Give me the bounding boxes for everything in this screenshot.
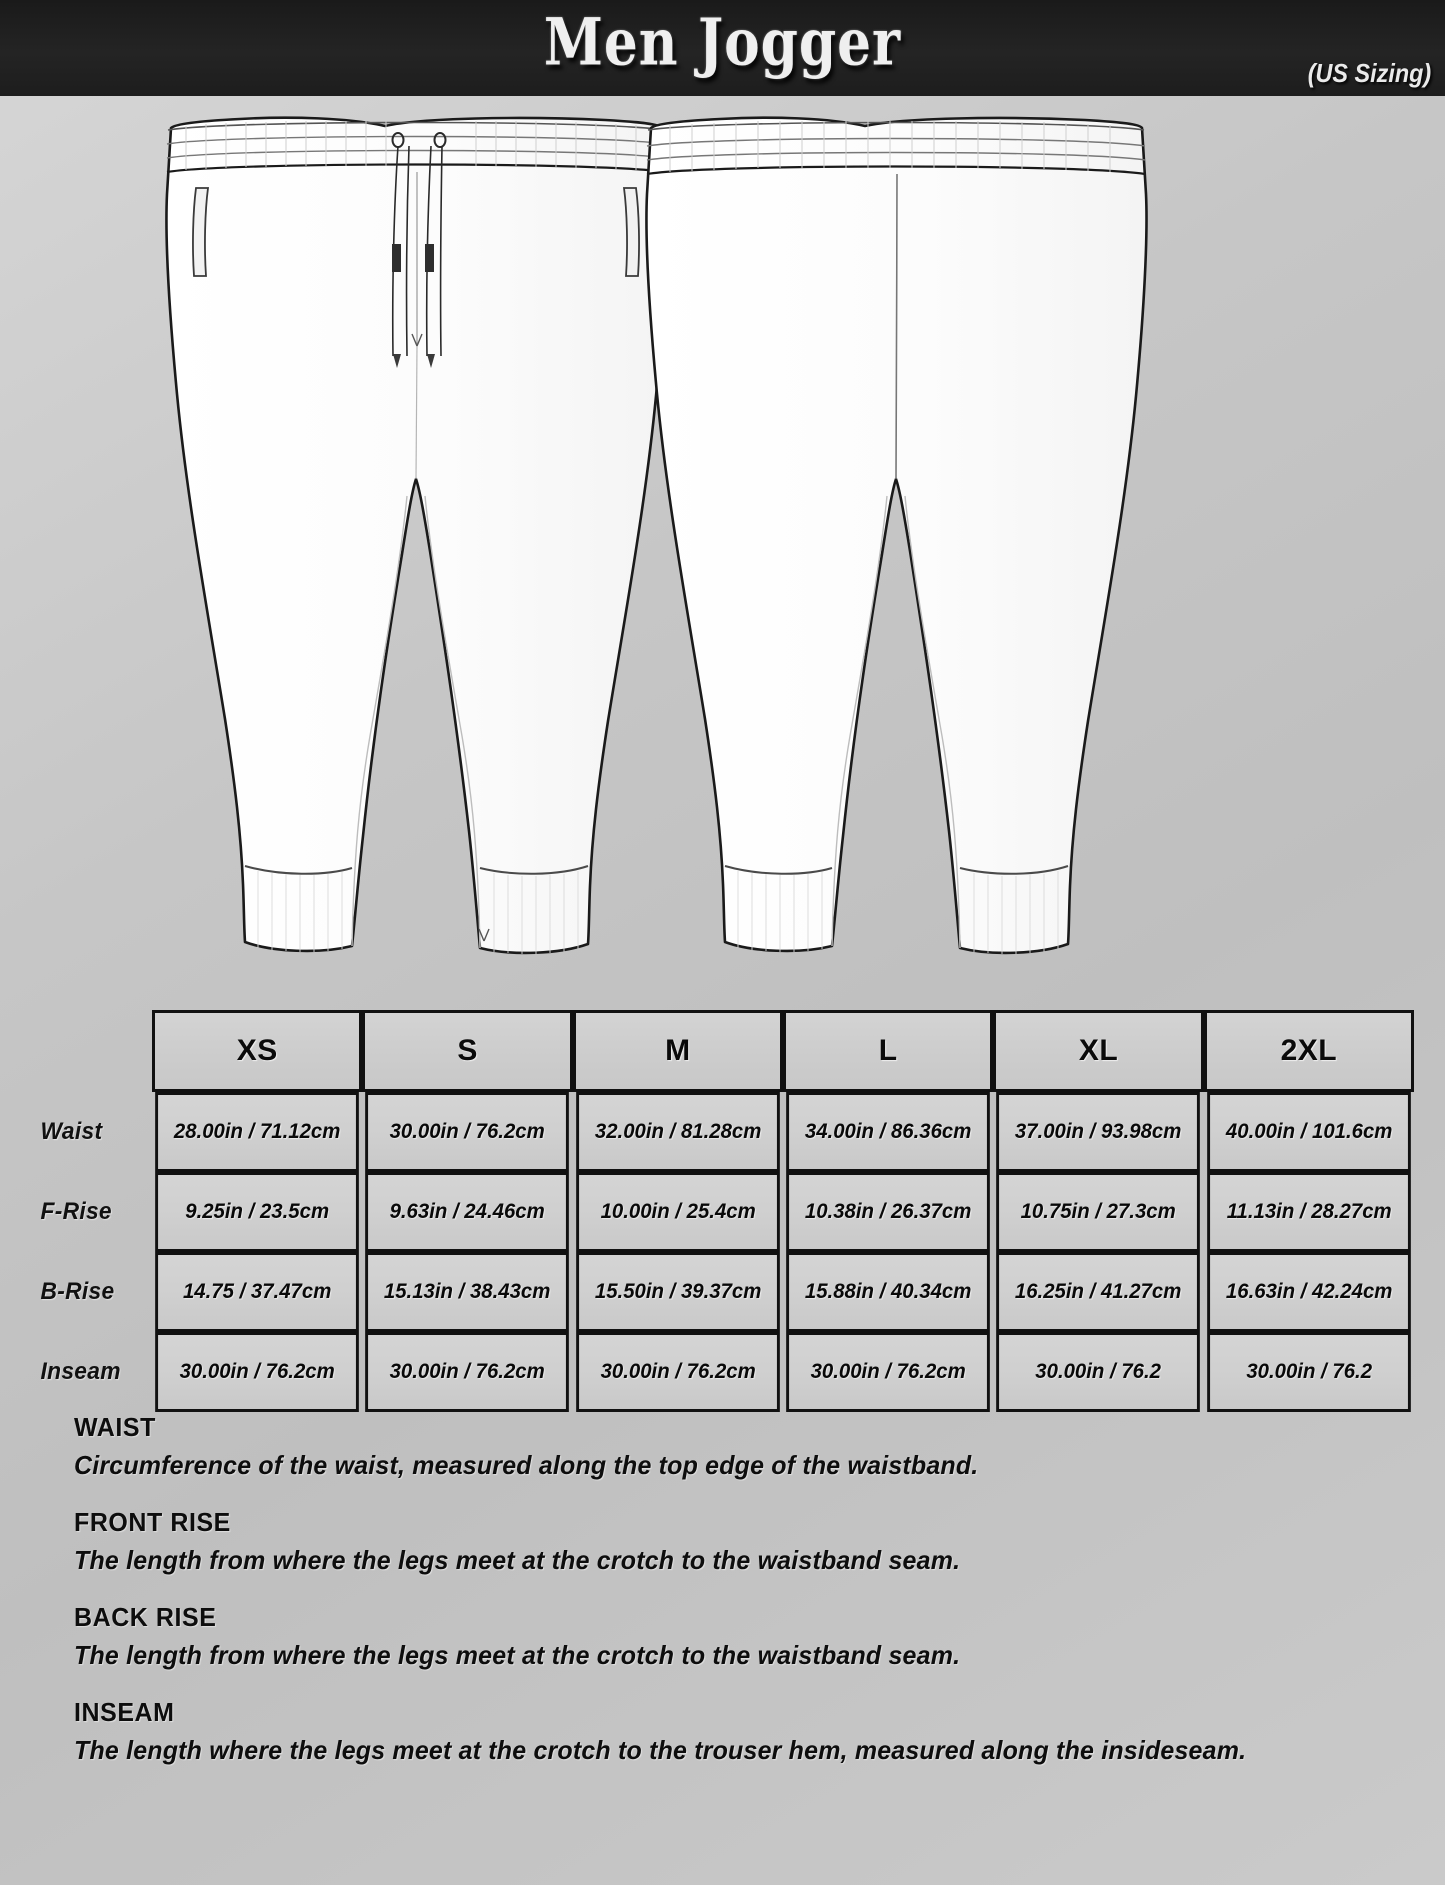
cell-waist-xs: 28.00in / 71.12cm	[155, 1092, 359, 1172]
definition-text-front-rise: The length from where the legs meet at the crotch to the waistband seam.	[74, 1545, 961, 1575]
definition-term-back-rise: BACK RISE	[74, 1602, 217, 1632]
cell-inseam-xl: 30.00in / 76.2	[997, 1332, 1201, 1412]
definition-term-inseam: INSEAM	[74, 1697, 175, 1727]
definition-text-waist: Circumference of the waist, measured along the top edge of the waistband.	[74, 1450, 979, 1480]
cell-front-rise-2xl: 11.13in / 28.27cm	[1207, 1172, 1411, 1252]
column-header-m: M	[573, 1010, 783, 1092]
row-label-front-rise: F-Rise	[40, 1198, 112, 1225]
size-chart-table-wrap	[24, 1010, 1424, 1412]
cell-inseam-xs: 30.00in / 76.2cm	[155, 1332, 359, 1412]
definition-term-waist: WAIST	[74, 1412, 156, 1442]
cell-front-rise-l: 10.38in / 26.37cm	[786, 1172, 990, 1252]
cell-front-rise-xs: 9.25in / 23.5cm	[155, 1172, 359, 1252]
cell-front-rise-xl: 10.75in / 27.3cm	[997, 1172, 1201, 1252]
definition-term-front-rise: FRONT RISE	[74, 1507, 231, 1537]
column-header-l: L	[783, 1010, 993, 1092]
definition-inseam	[74, 1697, 1404, 1766]
definition-text-inseam: The length where the legs meet at the crotch to the trouser hem, measured along the insideseam.	[74, 1735, 1247, 1765]
cell-inseam-2xl: 30.00in / 76.2	[1207, 1332, 1411, 1412]
row-label-back-rise: B-Rise	[40, 1278, 115, 1305]
table-row-waist	[24, 1092, 1414, 1172]
cell-back-rise-2xl: 16.63in / 42.24cm	[1207, 1252, 1411, 1332]
row-label-inseam: Inseam	[40, 1358, 121, 1385]
cell-back-rise-m: 15.50in / 39.37cm	[576, 1252, 780, 1332]
cell-waist-2xl: 40.00in / 101.6cm	[1207, 1092, 1411, 1172]
column-header-xl: XL	[993, 1010, 1203, 1092]
column-header-xs: XS	[152, 1010, 362, 1092]
page-title: Men Jogger	[543, 4, 902, 81]
table-header-row	[24, 1010, 1414, 1092]
row-label-waist: Waist	[40, 1118, 103, 1145]
cell-back-rise-xl: 16.25in / 41.27cm	[997, 1252, 1201, 1332]
cell-front-rise-s: 9.63in / 24.46cm	[366, 1172, 570, 1252]
measurement-definitions	[74, 1412, 1404, 1792]
definition-text-back-rise: The length from where the legs meet at the crotch to the waistband seam.	[74, 1640, 961, 1670]
table-row-front-rise	[24, 1172, 1414, 1252]
table-row-inseam	[24, 1332, 1414, 1412]
column-header-s: S	[362, 1010, 572, 1092]
size-chart-table	[24, 1010, 1414, 1412]
cell-inseam-s: 30.00in / 76.2cm	[366, 1332, 570, 1412]
cell-waist-xl: 37.00in / 93.98cm	[997, 1092, 1201, 1172]
cell-back-rise-s: 15.13in / 38.43cm	[366, 1252, 570, 1332]
cell-waist-m: 32.00in / 81.28cm	[576, 1092, 780, 1172]
cell-waist-l: 34.00in / 86.36cm	[786, 1092, 990, 1172]
sizing-standard-note: (US Sizing)	[1307, 58, 1431, 88]
garment-illustration	[0, 96, 1445, 1016]
table-corner-cell	[24, 1010, 152, 1092]
column-header-2xl: 2XL	[1204, 1010, 1414, 1092]
cell-inseam-l: 30.00in / 76.2cm	[786, 1332, 990, 1412]
page-header	[0, 0, 1445, 96]
cell-back-rise-l: 15.88in / 40.34cm	[786, 1252, 990, 1332]
definition-waist	[74, 1412, 1404, 1481]
definition-front-rise	[74, 1507, 1404, 1576]
jogger-back-view	[646, 118, 1146, 954]
cell-back-rise-xs: 14.75 / 37.47cm	[155, 1252, 359, 1332]
cell-waist-s: 30.00in / 76.2cm	[366, 1092, 570, 1172]
table-row-back-rise	[24, 1252, 1414, 1332]
jogger-front-view	[166, 118, 666, 954]
cell-front-rise-m: 10.00in / 25.4cm	[576, 1172, 780, 1252]
cell-inseam-m: 30.00in / 76.2cm	[576, 1332, 780, 1412]
definition-back-rise	[74, 1602, 1404, 1671]
